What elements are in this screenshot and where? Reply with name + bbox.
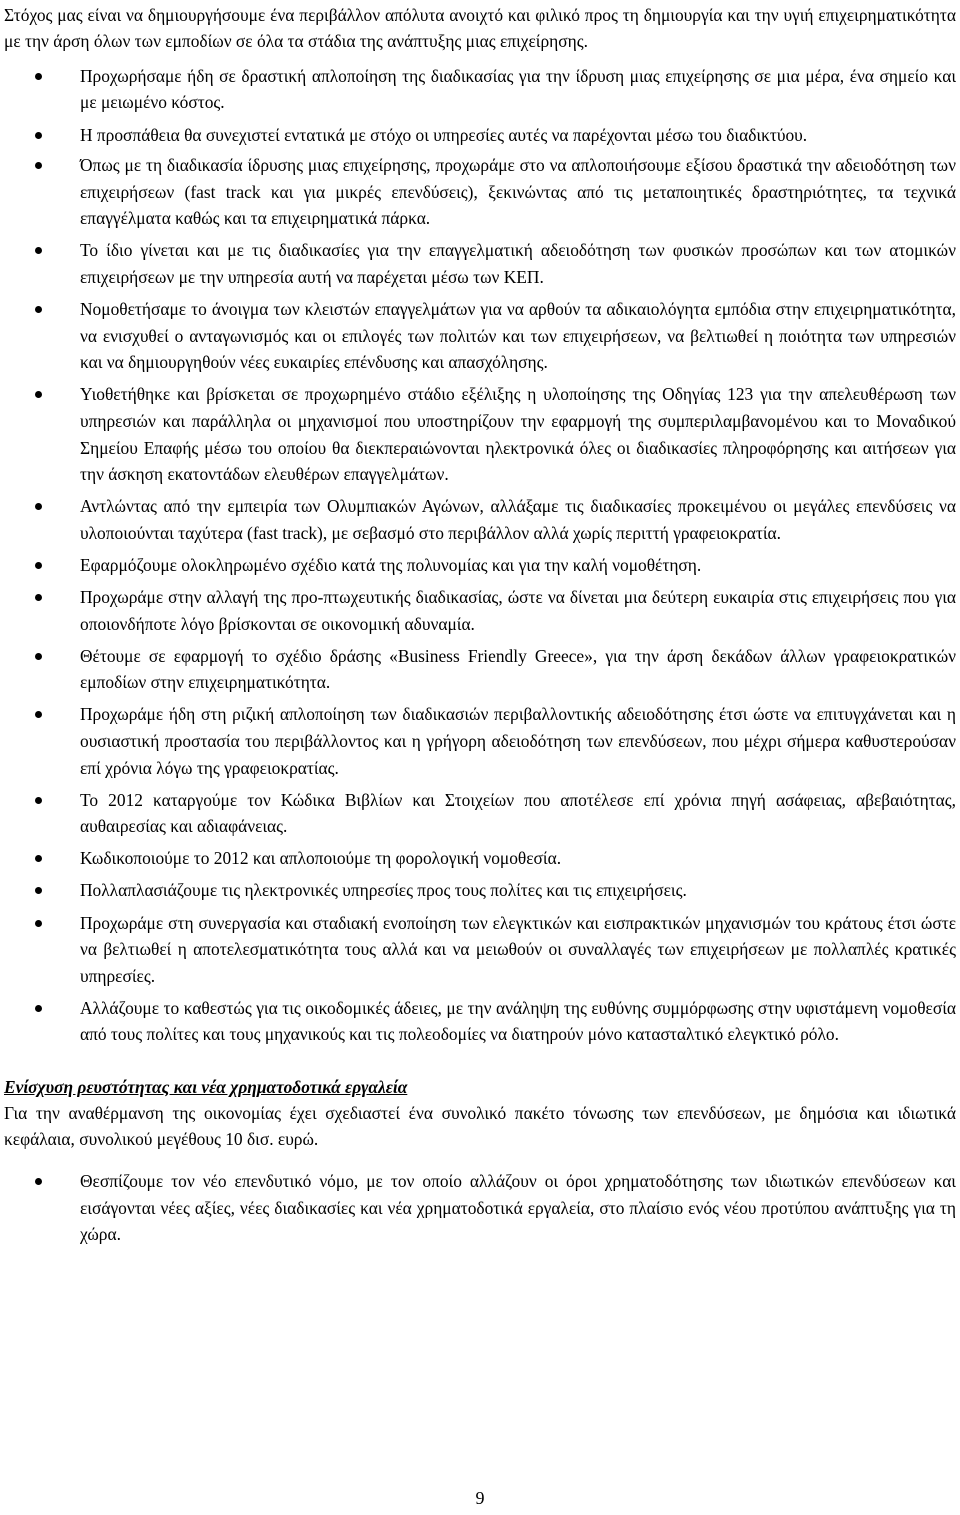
intro-paragraph: Στόχος μας είναι να δημιουργήσουμε ένα περιβάλλον απόλυτα ανοιχτό και φιλικό προς τη δημιουργία και την υγιή επιχειρηματικότητα με την άρση όλων των εμποδίων σε όλα τα στάδια της ανάπτυξης μιας επιχείρησης. bbox=[4, 5, 956, 52]
list-item-text: Το ίδιο γίνεται και με τις διαδικασίες για την επαγγελματική αδειοδότηση των φυσικών προσώπων και των ατομικών επιχειρήσεων με την υπηρεσία αυτή να παρέχεται μέσω των ΚΕΠ. bbox=[80, 240, 956, 287]
list-item bbox=[4, 381, 956, 487]
section-list bbox=[4, 1168, 956, 1248]
list-item bbox=[4, 701, 956, 781]
list-item-text: Κωδικοποιούμε το 2012 και απλοποιούμε τη φορολογική νομοθεσία. bbox=[80, 848, 562, 869]
list-item bbox=[4, 552, 956, 579]
section-paragraph: Για την αναθέρμανση της οικονομίας έχει σχεδιαστεί ένα συνολικό πακέτο τόνωσης των επενδύσεων, με δημόσια και ιδιωτικά κεφάλαια, συνολικού μεγέθους 10 δισ. ευρώ. bbox=[4, 1103, 956, 1149]
bullet-icon bbox=[35, 247, 42, 254]
list-item-text: Εφαρμόζουμε ολοκληρωμένο σχέδιο κατά της πολυνομίας και για την καλή νομοθέτηση. bbox=[80, 554, 702, 575]
bullet-icon bbox=[35, 1178, 42, 1185]
list-item bbox=[4, 1168, 956, 1248]
list-item bbox=[4, 237, 956, 290]
list-item bbox=[4, 152, 956, 232]
bullet-icon bbox=[35, 920, 42, 927]
list-item-text: Θέτουμε σε εφαρμογή το σχέδιο δράσης «Business Friendly Greece», για την άρση δεκάδων άλλων γραφειοκρατικών εμποδίων στην επιχειρηματικότητα. bbox=[80, 645, 956, 693]
list-item-text: Προχωράμε ήδη στη ριζική απλοποίηση των διαδικασιών περιβαλλοντικής αδειοδότησης έτσι ώστε να επιτυγχάνεται και η ουσιαστική προστασία του περιβάλλοντος και η γρήγορη αδειοδότηση των επενδύσεων, που μέχρι σήμερα καθυστερούσαν επί χρόνια λόγω της γραφειοκρατίας. bbox=[80, 704, 956, 778]
list-item-text: Προχωράμε στην αλλαγή της προ-πτωχευτικής διαδικασίας, ώστε να δίνεται μια δεύτερη ευκαιρία στις επιχειρήσεις που για οποιονδήποτε λόγο βρίσκονται σε οικονομική αδυναμία. bbox=[80, 587, 956, 634]
list-item bbox=[4, 584, 956, 637]
list-item-text: Θεσπίζουμε τον νέο επενδυτικό νόμο, με τον οποίο αλλάζουν οι όροι χρηματοδότησης των ιδιωτικών επενδύσεων και εισάγονται νέες αξίες, νέες διαδικασίες και νέα χρηματοδοτικά εργαλεία, στο πλαίσιο ενός νέου προτύπου ανάπτυξης για τη χώρα. bbox=[80, 1171, 956, 1245]
bullet-icon bbox=[35, 653, 42, 660]
page-number: 9 bbox=[475, 1488, 485, 1508]
bullet-icon bbox=[35, 162, 42, 169]
list-item-text: Αντλώντας από την εμπειρία των Ολυμπιακών Αγώνων, αλλάξαμε τις διαδικασίες προκειμένου οι μεγάλες επενδύσεις να υλοποιούνται ταχύτερα (fast track), με σεβασμό στο περιβάλλον αλλά χωρίς περιττή γραφειοκρατία. bbox=[80, 496, 956, 543]
bullet-icon bbox=[35, 391, 42, 398]
list-item-text: Προχωρήσαμε ήδη σε δραστική απλοποίηση της διαδικασίας για την ίδρυση μιας επιχείρησης σε μια μέρα, ένα σημείο και με μειωμένο κόστος. bbox=[80, 65, 956, 113]
bullet-icon bbox=[35, 562, 42, 569]
list-item bbox=[4, 910, 956, 990]
list-item bbox=[4, 995, 956, 1048]
list-item-text: Όπως με τη διαδικασία ίδρυσης μιας επιχείρησης, προχωράμε στο να απλοποιήσουμε εξίσου δραστικά την αδειοδότηση των επιχειρήσεων (fast track και για μικρές επενδύσεις), ξεκινώντας από τις μεταποιητικές δραστηριότητες, τα τεχνικά επαγγέλματα καθώς και τα επιχειρηματικά πάρκα. bbox=[80, 155, 956, 229]
bullet-icon bbox=[35, 594, 42, 601]
list-item bbox=[4, 787, 956, 840]
list-item bbox=[4, 845, 956, 872]
list-item-text: Το 2012 καταργούμε τον Κώδικα Βιβλίων και Στοιχείων που αποτέλεσε επί χρόνια πηγή ασάφειας, αβεβαιότητας, αυθαιρεσίας και αδιαφάνειας. bbox=[80, 789, 956, 837]
measures-list bbox=[4, 63, 956, 1048]
bullet-icon bbox=[35, 306, 42, 313]
list-item-text: Υιοθετήθηκε και βρίσκεται σε προχωρημένο στάδιο εξέλιξης η υλοποίησης της Οδηγίας 123 για την απελευθέρωση των υπηρεσιών και παράλληλα οι μηχανισμοί που υποστηρίζουν την εφαρμογή της συμπεριλαμβανομένου και το Μοναδικού Σημείου Επαφής μέσω του οποίου θα διεκπεραιώνονται ηλεκτρονικά όλες οι διαδικασίες πληροφόρησης και αιτήσεων για την άσκηση εκατοντάδων ελευθέρων επαγγελμάτων. bbox=[80, 384, 956, 485]
list-item bbox=[4, 877, 956, 904]
list-item bbox=[4, 493, 956, 546]
list-item-text: Νομοθετήσαμε το άνοιγμα των κλειστών επαγγελμάτων για να αρθούν τα αδικαιολόγητα εμπόδια στην επιχειρηματικότητα, να ενισχυθεί ο ανταγωνισμός και οι επιλογές των πολιτών και των επιχειρήσεων, να βελτιωθεί η ποιότητα των υπηρεσιών και να δημιουργηθούν νέες ευκαιρίες επένδυσης και απασχόλησης. bbox=[80, 299, 956, 373]
list-item-text: Προχωράμε στη συνεργασία και σταδιακή ενοποίηση των ελεγκτικών και εισπρακτικών μηχανισμών του κράτους έτσι ώστε να βελτιωθεί η αποτελεσματικότητα τους αλλά και να μειωθούν οι συναλλαγές των επιχειρήσεων με πολλαπλές κρατικές υπηρεσίες. bbox=[80, 912, 956, 986]
bullet-icon bbox=[35, 132, 42, 139]
list-item-text: Η προσπάθεια θα συνεχιστεί εντατικά με στόχο οι υπηρεσίες αυτές να παρέχονται μέσω του διαδικτύου. bbox=[80, 124, 808, 145]
list-item bbox=[4, 63, 956, 116]
bullet-icon bbox=[35, 711, 42, 718]
document-page bbox=[4, 2, 956, 1253]
section-heading: Ενίσχυση ρευστότητας και νέα χρηματοδοτικά εργαλεία bbox=[4, 1077, 408, 1097]
bullet-icon bbox=[35, 887, 42, 894]
list-item-text: Αλλάζουμε το καθεστώς για τις οικοδομικές άδειες, με την ανάληψη της ευθύνης συμμόρφωσης στην υφιστάμενη νομοθεσία από τους πολίτες και τους μηχανικούς και τις πολεοδομίες να διατηρούν μόνο κατασταλτικό ελεγκτικό ρόλο. bbox=[80, 997, 956, 1045]
list-item-text: Πολλαπλασιάζουμε τις ηλεκτρονικές υπηρεσίες προς τους πολίτες και τις επιχειρήσεις. bbox=[80, 880, 687, 901]
bullet-icon bbox=[35, 855, 42, 862]
list-item bbox=[4, 122, 956, 149]
bullet-icon bbox=[35, 1005, 42, 1012]
list-item bbox=[4, 296, 956, 376]
bullet-icon bbox=[35, 503, 42, 510]
bullet-icon bbox=[35, 73, 42, 80]
bullet-icon bbox=[35, 797, 42, 804]
list-item bbox=[4, 643, 956, 696]
